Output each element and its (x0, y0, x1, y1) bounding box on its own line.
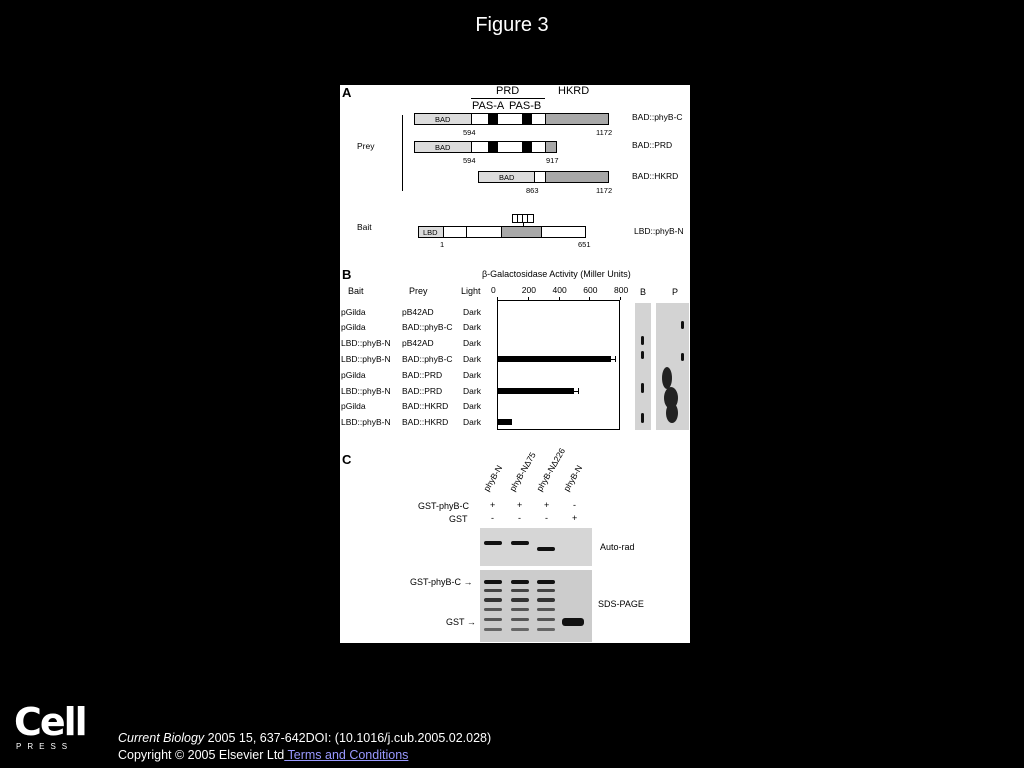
autorad-label: Auto-rad (600, 542, 635, 552)
row-light: Dark (463, 307, 481, 317)
pas-b-block (522, 113, 532, 125)
gel-band (537, 580, 555, 584)
lane-label: phyB-N (481, 463, 505, 493)
pas-a-block (488, 141, 498, 153)
row-light: Dark (463, 370, 481, 380)
marker-gst: GST → (446, 617, 476, 627)
x-tick-label: 200 (521, 285, 536, 295)
blot-band (641, 413, 644, 423)
row-bait: pGilda (341, 370, 366, 380)
hkrd-domain (545, 113, 609, 125)
panel-a-letter: A (342, 85, 352, 100)
sign: - (573, 500, 576, 510)
col-prey-header: Prey (409, 286, 428, 296)
pas-a-block (488, 113, 498, 125)
blot-b-label: B (640, 287, 647, 297)
citation (118, 731, 491, 745)
row-prey: BAD::HKRD (402, 417, 449, 427)
blot-band (641, 336, 644, 345)
hkrd-stub (545, 141, 557, 153)
prd-domain (471, 113, 546, 125)
sign: - (491, 513, 494, 523)
data-bar (497, 403, 498, 409)
blot-band (681, 321, 684, 329)
blot-band (641, 351, 644, 359)
error-cap (578, 388, 579, 394)
gel-band (484, 541, 502, 545)
row-prey: pB42AD (402, 338, 434, 348)
gel-band (511, 580, 529, 584)
construct-name: BAD::phyB-C (632, 112, 683, 122)
phyb-n-segment (466, 226, 502, 238)
phyb-n-segment (541, 226, 586, 238)
row-bait: LBD::phyB-N (341, 338, 391, 348)
sign: + (490, 500, 496, 510)
gel-band (537, 547, 555, 551)
hkrd-domain (545, 171, 609, 183)
data-bar (497, 419, 512, 425)
x-tick (620, 297, 621, 300)
gel-band (511, 541, 529, 545)
pas-b-label: PAS-B (509, 100, 542, 112)
row-light: Dark (463, 354, 481, 364)
row-light: Dark (463, 401, 481, 411)
gel-band (484, 580, 502, 584)
gst-band (562, 618, 584, 626)
marker-gst-phyb-c: GST-phyB-C → (410, 577, 473, 587)
col-light-header: Light (461, 286, 481, 296)
error-cap (615, 356, 616, 362)
lbd-domain: LBD (418, 226, 444, 238)
blot-p-label: P (672, 287, 679, 297)
prd-label: PRD (496, 85, 520, 97)
sign: - (518, 513, 521, 523)
x-tick (497, 297, 498, 300)
citation-details: 2005 15, 637-642DOI: (10.1016/j.cub.2005.02.028) (204, 731, 492, 745)
data-bar (497, 324, 498, 330)
pas-b-block (522, 141, 532, 153)
construct-end: 651 (578, 240, 591, 249)
blot-band (681, 353, 684, 361)
row-prey: pB42AD (402, 307, 434, 317)
journal-name: Current Biology (118, 731, 205, 745)
blot-band (641, 383, 644, 393)
x-tick-label: 800 (614, 285, 629, 295)
lane-label: phyB-NΔ226 (534, 446, 568, 493)
data-bar (497, 340, 498, 346)
construct-name: BAD::HKRD (632, 171, 679, 181)
sign: + (544, 500, 550, 510)
prey-bracket (402, 115, 403, 191)
prd-domain (471, 141, 546, 153)
row-light: Dark (463, 417, 481, 427)
construct-start: 594 (463, 128, 476, 137)
sign: + (572, 513, 578, 523)
copyright-text: Copyright © 2005 Elsevier Ltd (118, 748, 285, 762)
prd-line (471, 98, 545, 99)
phyb-n-segment (443, 226, 467, 238)
x-tick (589, 297, 590, 300)
chart-plot-area (497, 300, 620, 430)
blot-smear (662, 367, 672, 389)
pas-a-label: PAS-A (472, 100, 505, 112)
construct-start: 863 (526, 186, 539, 195)
copyright (118, 748, 408, 762)
autorad-gel (480, 528, 592, 566)
sign: + (517, 500, 523, 510)
blot-smear (666, 403, 678, 423)
row-prey: BAD::phyB-C (402, 322, 453, 332)
blot-b (635, 303, 651, 430)
bad-domain: BAD (414, 141, 472, 153)
row-prey: BAD::PRD (402, 370, 443, 380)
x-tick (559, 297, 560, 300)
bait-label: Bait (357, 222, 372, 232)
data-bar (497, 388, 574, 394)
panel-c-letter: C (342, 452, 352, 467)
slide-title: Figure 3 (475, 14, 549, 36)
row-bait: LBD::phyB-N (341, 386, 391, 396)
row-bait: pGilda (341, 322, 366, 332)
x-tick-label: 400 (552, 285, 567, 295)
terms-link[interactable]: Terms and Conditions (284, 748, 409, 762)
row-light: Dark (463, 386, 481, 396)
row-bait: pGilda (341, 401, 366, 411)
sds-page-gel (480, 570, 592, 642)
data-bar (497, 372, 498, 378)
construct-start: 594 (463, 156, 476, 165)
gst-row-label: GST (449, 514, 468, 524)
data-bar (497, 356, 611, 362)
lane-label: phyB-NΔ75 (507, 450, 538, 493)
row-prey: BAD::PRD (402, 386, 443, 396)
x-tick-label: 600 (583, 285, 598, 295)
phyb-n-grey-segment (501, 226, 542, 238)
sds-page-label: SDS-PAGE (598, 599, 644, 609)
row-bait: LBD::phyB-N (341, 354, 391, 364)
panel-b-letter: B (342, 267, 352, 282)
row-prey: BAD::phyB-C (402, 354, 453, 364)
prey-label: Prey (357, 141, 375, 151)
row-light: Dark (463, 338, 481, 348)
construct-end: 1172 (596, 186, 613, 195)
bad-domain: BAD (414, 113, 472, 125)
cell-press-logo (14, 702, 84, 751)
col-bait-header: Bait (348, 286, 364, 296)
row-light: Dark (463, 322, 481, 332)
axis-title: β-Galactosidase Activity (Miller Units) (482, 269, 631, 279)
construct-end: 917 (546, 156, 559, 165)
gst-phyb-c-row-label: GST-phyB-C (418, 501, 470, 511)
construct-name: LBD::phyB-N (634, 226, 684, 236)
construct-start: 1 (440, 240, 445, 249)
row-bait: pGilda (341, 307, 366, 317)
row-prey: BAD::HKRD (402, 401, 449, 411)
bad-domain: BAD (478, 171, 535, 183)
logo-sub: PRESS (16, 742, 74, 751)
x-tick-label: 0 (491, 285, 496, 295)
data-bar (497, 309, 498, 315)
construct-name: BAD::PRD (632, 140, 673, 150)
hkrd-label: HKRD (558, 85, 590, 97)
figure-3 (340, 85, 690, 643)
blot-p (656, 303, 689, 430)
sign: - (545, 513, 548, 523)
construct-end: 1172 (596, 128, 613, 137)
lane-label: phyB-N (561, 463, 585, 493)
logo-word: Cell (14, 700, 86, 744)
x-tick (528, 297, 529, 300)
row-bait: LBD::phyB-N (341, 417, 391, 427)
